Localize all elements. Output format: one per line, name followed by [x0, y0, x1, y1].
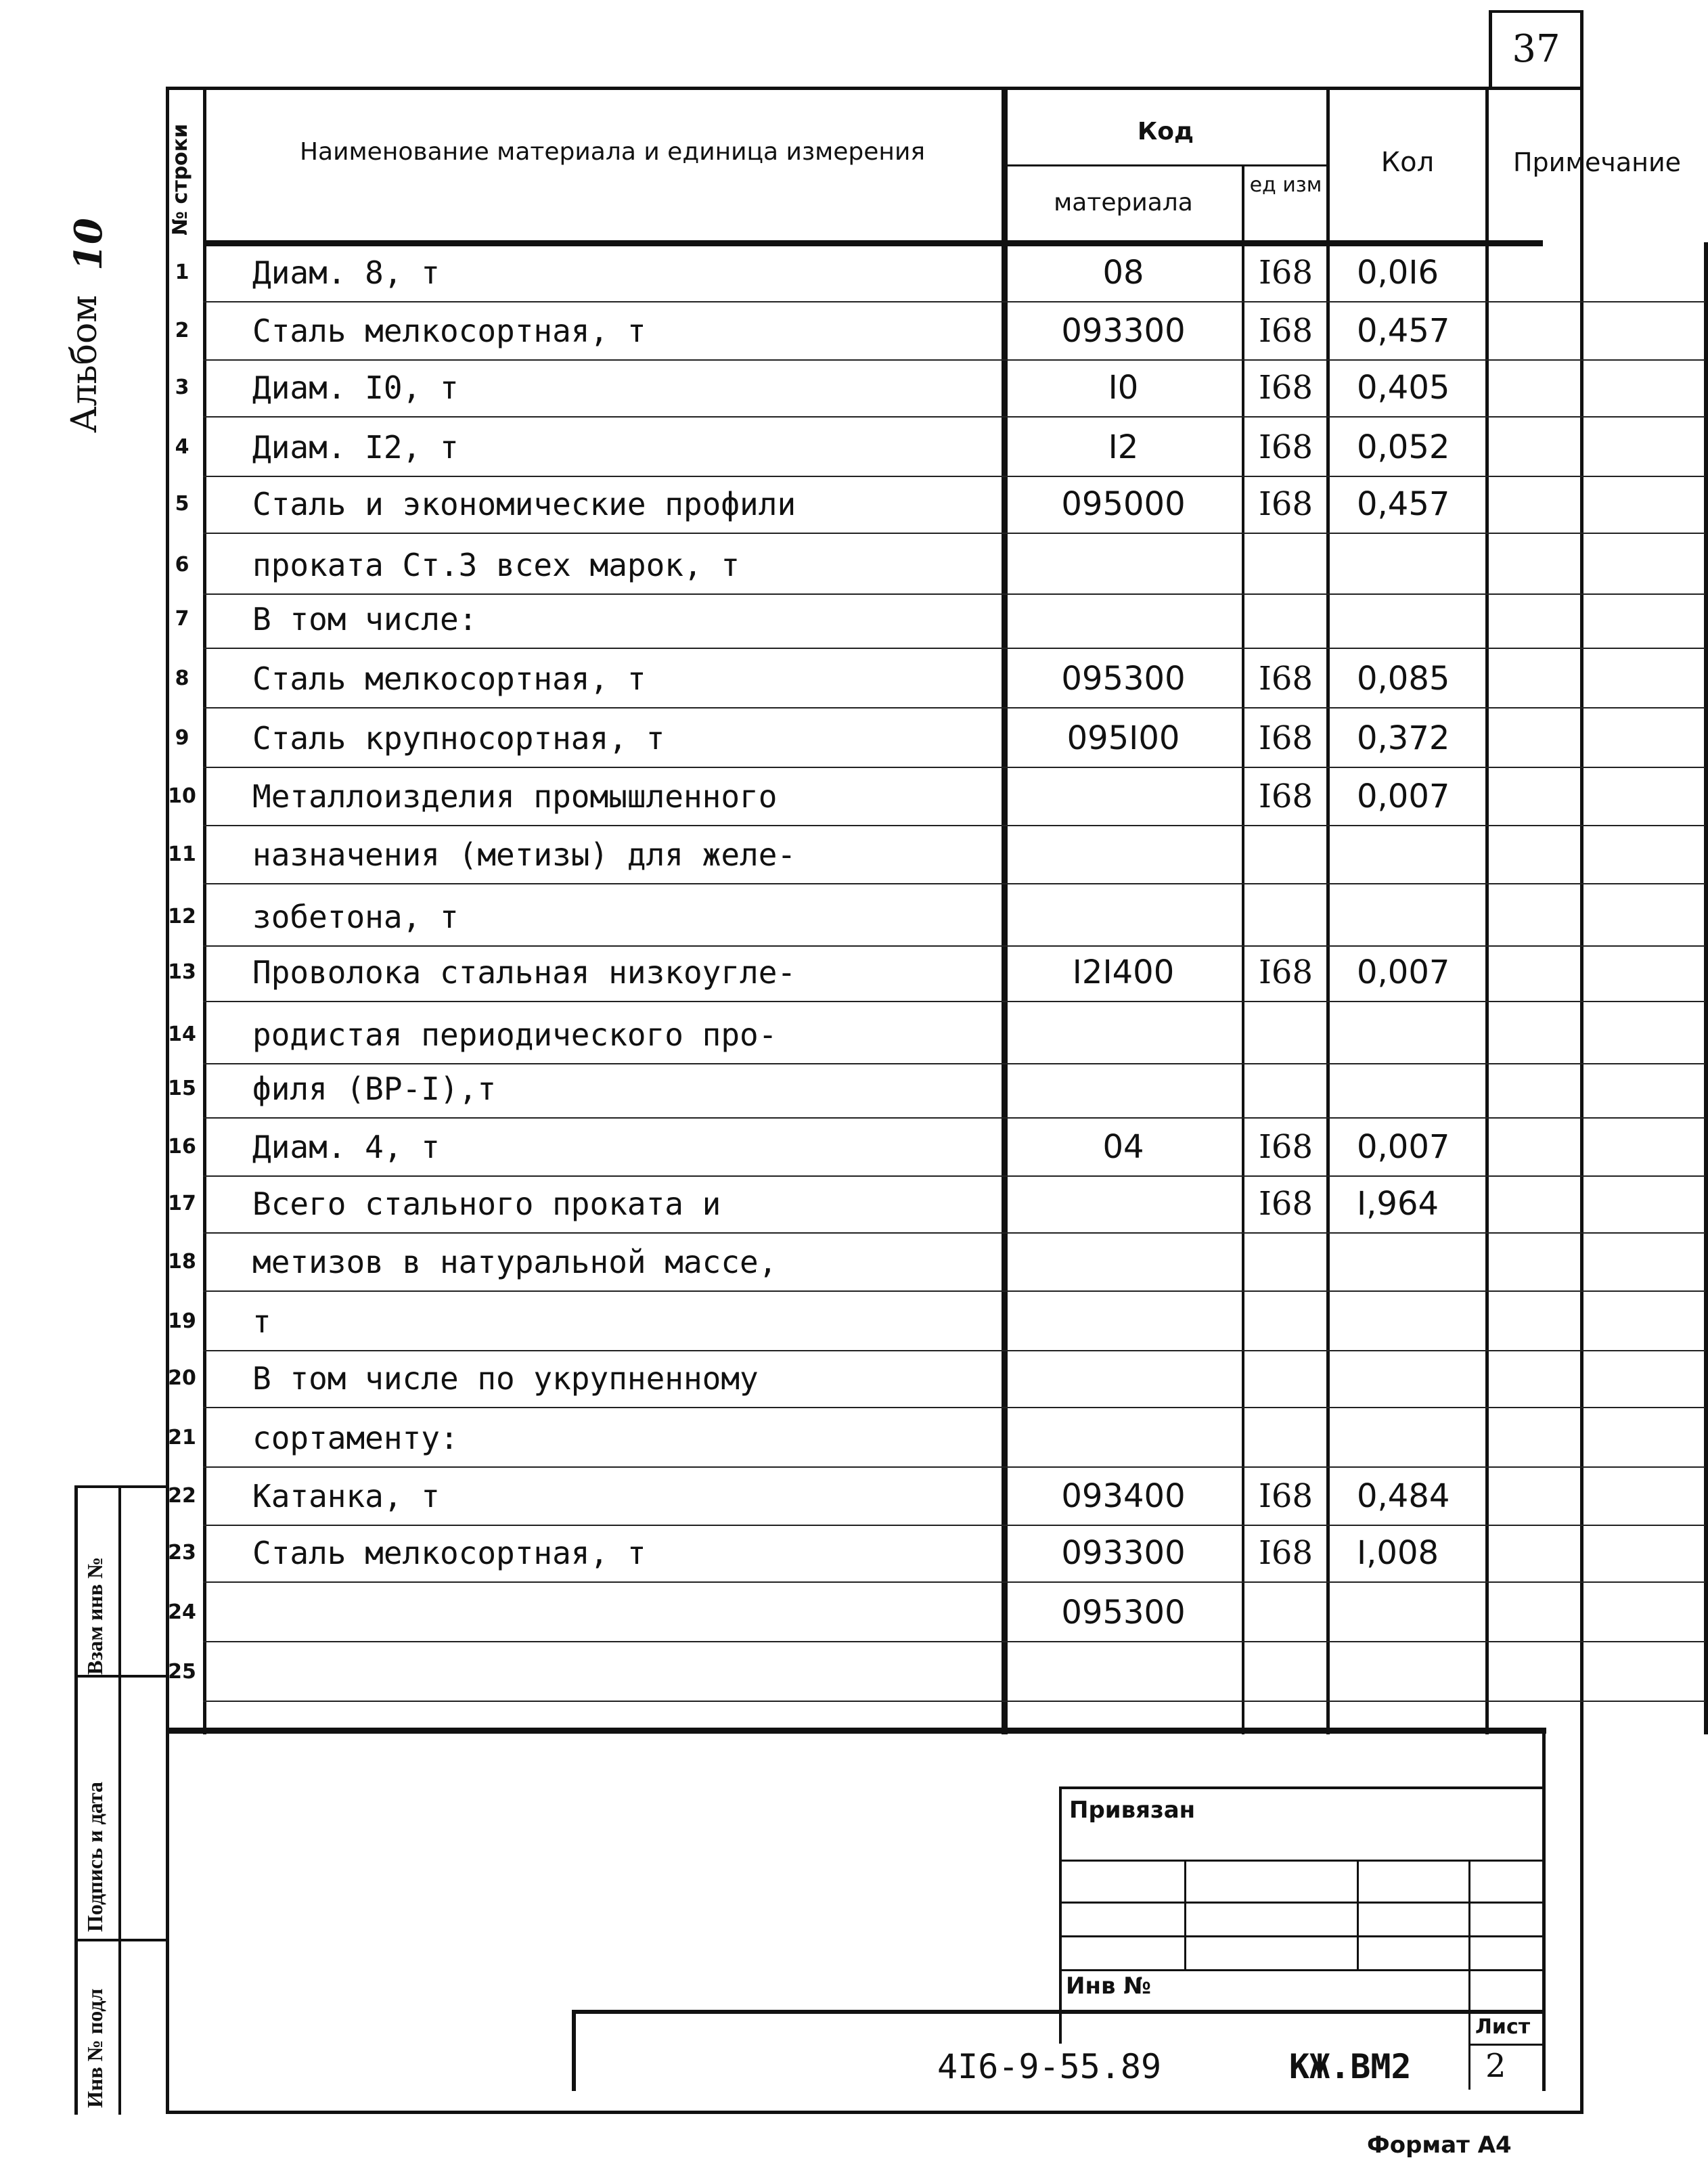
- row-number: 14: [168, 1022, 196, 1046]
- row-name: метизов в натуральной массе,: [252, 1244, 778, 1280]
- row-name: Сталь мелкосортная, т: [252, 1535, 646, 1571]
- page-number: 37: [1512, 27, 1560, 71]
- row-divider: [203, 1701, 1705, 1702]
- row-quantity: [1330, 889, 1485, 945]
- row-name: сортаменту:: [252, 1420, 459, 1456]
- row-note: [1489, 419, 1705, 476]
- row-note: [1489, 889, 1705, 945]
- row-divider: [203, 648, 1705, 649]
- row-number: 21: [168, 1426, 196, 1449]
- row-number: 2: [175, 319, 189, 342]
- row-note: [1489, 1410, 1705, 1466]
- row-unit-code: [1245, 591, 1326, 648]
- header-name: Наименование материала и единица измерения: [299, 138, 925, 166]
- row-material-code: I2I400: [1072, 953, 1175, 991]
- row-number: 16: [168, 1135, 196, 1159]
- row-note: [1489, 476, 1705, 533]
- row-divider: [203, 416, 1705, 418]
- row-quantity: [1330, 1584, 1485, 1641]
- row-unit-code: [1245, 1350, 1326, 1407]
- row-number: 12: [168, 905, 196, 928]
- row-unit-code: [1245, 537, 1326, 593]
- row-name: зобетона, т: [252, 899, 459, 935]
- row-quantity: [1330, 1234, 1485, 1290]
- row-note: [1489, 1525, 1705, 1581]
- row-unit-code: [1245, 1584, 1326, 1641]
- row-quantity: 0,457: [1357, 312, 1450, 350]
- row-material-code: 093300: [1061, 1534, 1186, 1572]
- row-note: [1489, 768, 1705, 825]
- row-name: Проволока стальная низкоугле-: [252, 954, 796, 991]
- row-unit-code: [1245, 1293, 1326, 1350]
- row-divider: [203, 1407, 1705, 1408]
- inv-label: Инв №: [1066, 1973, 1152, 2000]
- row-material-code: 095000: [1061, 485, 1186, 523]
- row-unit-code: I68: [1258, 312, 1313, 350]
- row-material-code: [1005, 889, 1242, 945]
- linked-label: Привязан: [1069, 1797, 1196, 1824]
- header-quantity: Кол: [1380, 147, 1435, 178]
- row-quantity: [1330, 1644, 1485, 1701]
- row-number: 13: [168, 960, 196, 984]
- row-unit-code: I68: [1258, 485, 1313, 523]
- row-divider: [203, 1641, 1705, 1642]
- row-number: 23: [168, 1541, 196, 1565]
- row-name: Сталь мелкосортная, т: [252, 313, 646, 349]
- row-name: Сталь и экономические профили: [252, 486, 796, 522]
- row-quantity: [1330, 1350, 1485, 1407]
- row-material-code: I2: [1108, 428, 1139, 466]
- row-number: 7: [175, 607, 189, 631]
- row-note: [1489, 1350, 1705, 1407]
- row-note: [1489, 710, 1705, 767]
- row-name: т: [252, 1303, 271, 1340]
- row-unit-code: I68: [1258, 369, 1313, 407]
- row-unit-code: I68: [1258, 660, 1313, 698]
- row-quantity: I,964: [1357, 1185, 1439, 1223]
- row-material-code: 08: [1102, 254, 1144, 292]
- row-unit-code: [1245, 1060, 1326, 1117]
- row-quantity: [1330, 1410, 1485, 1466]
- row-name: Диам. 8, т: [252, 254, 440, 291]
- row-unit-code: [1245, 1410, 1326, 1466]
- title-block: [166, 1732, 1542, 2084]
- row-material-code: [1005, 1060, 1242, 1117]
- row-divider: [203, 1581, 1705, 1583]
- row-number: 1: [175, 261, 189, 284]
- row-material-code: [1005, 1410, 1242, 1466]
- row-number: 15: [168, 1077, 196, 1100]
- row-quantity: [1330, 1060, 1485, 1117]
- row-unit-code: I68: [1258, 719, 1313, 757]
- row-quantity: 0,052: [1357, 428, 1450, 466]
- row-number: 8: [175, 667, 189, 690]
- row-quantity: 0,372: [1357, 719, 1450, 757]
- document-code: 4I6-9-55.89: [937, 2047, 1162, 2086]
- row-number: 9: [175, 726, 189, 750]
- row-unit-code: I68: [1258, 1477, 1313, 1515]
- row-material-code: [1005, 826, 1242, 883]
- row-material-code: [1005, 1006, 1242, 1063]
- row-quantity: 0,007: [1357, 778, 1450, 815]
- row-unit-code: I68: [1258, 1185, 1313, 1223]
- row-material-code: 093400: [1061, 1477, 1186, 1515]
- header-material-code: материала: [1054, 189, 1193, 217]
- row-material-code: [1005, 1350, 1242, 1407]
- signature-date-label: Подпись и дата: [83, 1781, 107, 1932]
- row-number: 19: [168, 1309, 196, 1333]
- sheet-number: 2: [1485, 2047, 1506, 2085]
- row-material-code: [1005, 591, 1242, 648]
- row-material-code: 095I00: [1066, 719, 1180, 757]
- row-note: [1489, 1293, 1705, 1350]
- row-number: 6: [175, 553, 189, 577]
- row-quantity: [1330, 826, 1485, 883]
- format-label: Формат А4: [1367, 2132, 1512, 2159]
- row-divider: [203, 1290, 1705, 1292]
- row-number: 20: [168, 1366, 196, 1390]
- row-unit-code: I68: [1258, 1534, 1313, 1572]
- album-number: 10: [66, 218, 111, 271]
- row-number: 18: [168, 1250, 196, 1274]
- row-material-code: 04: [1102, 1128, 1144, 1166]
- row-name: проката Ст.3 всех марок, т: [252, 547, 740, 583]
- row-name: назначения (метизы) для желе-: [252, 836, 796, 873]
- row-name: родистая периодического про-: [252, 1016, 778, 1053]
- row-number: 25: [168, 1660, 196, 1684]
- row-note: [1489, 591, 1705, 648]
- row-material-code: 095300: [1061, 660, 1186, 698]
- row-divider: [203, 883, 1705, 884]
- row-note: [1489, 1006, 1705, 1063]
- row-number: 3: [175, 376, 189, 399]
- sheet-label: Лист: [1475, 2015, 1531, 2039]
- row-name: Диам. 4, т: [252, 1129, 440, 1165]
- replaced-inv-label: Взам инв №: [83, 1556, 107, 1675]
- row-note: [1489, 1060, 1705, 1117]
- row-name: Всего стального проката и: [252, 1186, 721, 1222]
- row-name: В том числе по укрупненному: [252, 1360, 759, 1397]
- row-quantity: 0,484: [1357, 1477, 1450, 1515]
- row-quantity: [1330, 1293, 1485, 1350]
- row-name: Катанка, т: [252, 1478, 440, 1514]
- row-number: 22: [168, 1484, 196, 1508]
- row-quantity: 0,007: [1357, 953, 1450, 991]
- row-name: Сталь крупносортная, т: [252, 720, 665, 757]
- header-code: Код: [1137, 118, 1194, 145]
- row-unit-code: I68: [1258, 778, 1313, 815]
- row-quantity: 0,457: [1357, 485, 1450, 523]
- row-number: 10: [168, 784, 196, 808]
- row-unit-code: [1245, 1234, 1326, 1290]
- row-material-code: [1005, 1175, 1242, 1232]
- row-name: филя (ВР-I),т: [252, 1071, 497, 1107]
- row-quantity: [1330, 1006, 1485, 1063]
- header-unit-code: ед изм: [1249, 173, 1322, 197]
- header-row-number: № строки: [168, 123, 192, 235]
- row-note: [1489, 1234, 1705, 1290]
- row-unit-code: [1245, 826, 1326, 883]
- row-note: [1489, 650, 1705, 707]
- row-divider: [203, 533, 1705, 534]
- row-note: [1489, 1584, 1705, 1641]
- row-name: Диам. I2, т: [252, 429, 459, 466]
- document-mark: КЖ.ВМ2: [1289, 2047, 1412, 2086]
- spec-table: [166, 90, 1682, 1734]
- header-note: Примечание: [1512, 148, 1682, 177]
- row-quantity: [1330, 591, 1485, 648]
- row-unit-code: [1245, 1644, 1326, 1701]
- row-quantity: 0,007: [1357, 1128, 1450, 1166]
- row-unit-code: I68: [1258, 953, 1313, 991]
- row-note: [1489, 1644, 1705, 1701]
- row-note: [1489, 1175, 1705, 1232]
- row-note: [1489, 359, 1705, 416]
- margin-stamp: [74, 1485, 166, 2115]
- row-name: Металлоизделия промышленного: [252, 778, 778, 815]
- row-number: 5: [175, 492, 189, 516]
- original-inv-label: Инв № подл: [83, 1988, 107, 2108]
- row-note: [1489, 302, 1705, 359]
- row-divider: [203, 1001, 1705, 1002]
- row-quantity: [1330, 537, 1485, 593]
- album-label: Альбом: [64, 295, 105, 433]
- row-number: 17: [168, 1192, 196, 1215]
- row-name: В том числе:: [252, 601, 478, 637]
- row-number: 24: [168, 1600, 196, 1624]
- row-note: [1489, 826, 1705, 883]
- row-name: Диам. I0, т: [252, 369, 459, 406]
- row-material-code: [1005, 1234, 1242, 1290]
- row-material-code: [1005, 1644, 1242, 1701]
- row-note: [1489, 244, 1705, 301]
- row-material-code: [1005, 768, 1242, 825]
- row-unit-code: I68: [1258, 254, 1313, 292]
- row-material-code: 093300: [1061, 312, 1186, 350]
- row-note: [1489, 1119, 1705, 1175]
- row-quantity: 0,0I6: [1357, 254, 1439, 292]
- row-divider: [203, 707, 1705, 709]
- row-unit-code: I68: [1258, 1128, 1313, 1166]
- row-unit-code: [1245, 889, 1326, 945]
- row-quantity: I,008: [1357, 1534, 1439, 1572]
- row-note: [1489, 944, 1705, 1001]
- row-material-code: [1005, 537, 1242, 593]
- row-note: [1489, 1468, 1705, 1525]
- row-number: 4: [175, 435, 189, 459]
- row-material-code: [1005, 1293, 1242, 1350]
- row-number: 11: [168, 842, 196, 866]
- row-unit-code: I68: [1258, 428, 1313, 466]
- row-name: Сталь мелкосортная, т: [252, 660, 646, 697]
- row-quantity: 0,405: [1357, 369, 1450, 407]
- row-material-code: 095300: [1061, 1594, 1186, 1632]
- row-material-code: I0: [1108, 369, 1139, 407]
- row-note: [1489, 537, 1705, 593]
- row-quantity: 0,085: [1357, 660, 1450, 698]
- row-unit-code: [1245, 1006, 1326, 1063]
